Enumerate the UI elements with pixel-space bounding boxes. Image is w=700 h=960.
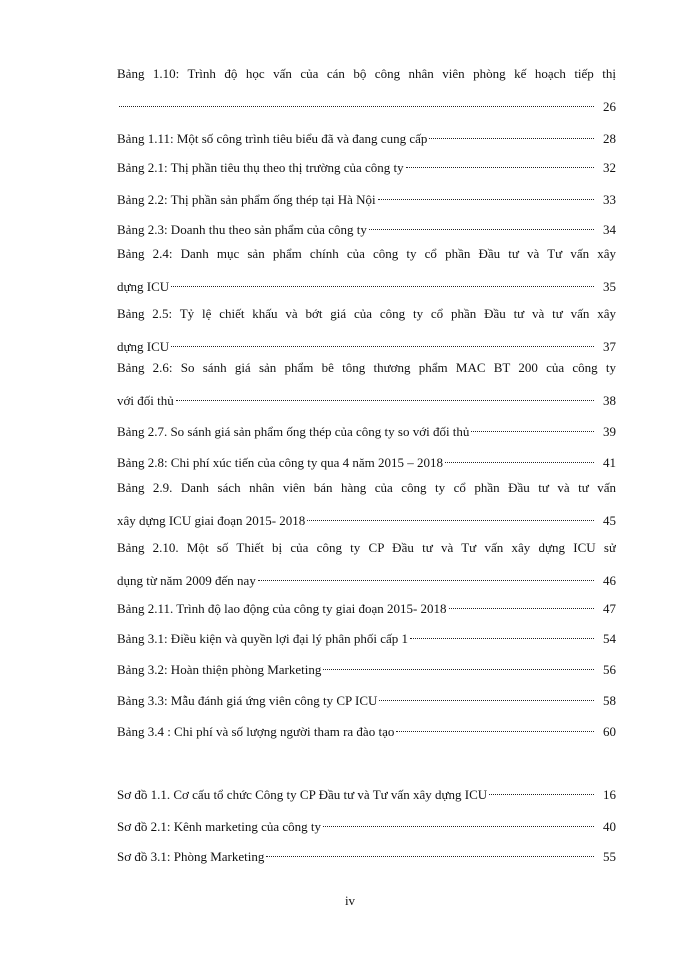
dot-leader	[307, 507, 594, 525]
dot-leader	[449, 595, 594, 613]
dot-leader	[429, 125, 594, 143]
entry-page-number: 58	[603, 693, 616, 708]
dot-leader	[471, 418, 594, 436]
entry-page-number: 39	[603, 424, 616, 439]
entry-page-number: 45	[603, 513, 616, 528]
entry-title: Bảng 1.11: Một số công trình tiêu biểu đã và đang cung cấp	[117, 131, 428, 146]
dot-leader	[445, 449, 594, 467]
entry-title-line: Bảng 1.10: Trình độ học vấn của cán bộ công nhân viên phòng kế hoạch tiếp thị	[117, 66, 616, 81]
table-of-contents-entry[interactable]	[117, 539, 616, 588]
entry-title: Sơ đồ 1.1. Cơ cấu tổ chức Công ty CP Đầu tư và Tư vấn xây dựng ICU	[117, 787, 488, 802]
dot-leader	[323, 656, 594, 674]
entry-title: Bảng 3.2: Hoàn thiện phòng Marketing	[117, 662, 322, 677]
entry-title: Bảng 2.3: Doanh thu theo sản phẩm của công ty	[117, 222, 367, 237]
table-of-contents-entry[interactable]	[117, 65, 616, 114]
entry-title-continuation: với đối thủ	[117, 393, 174, 408]
entry-title: Bảng 2.1: Thị phần tiêu thụ theo thị trường của công ty	[117, 160, 404, 175]
entry-title-continuation: dựng ICU	[117, 339, 170, 354]
table-of-contents-entry[interactable]	[117, 449, 616, 470]
dot-leader	[323, 813, 594, 831]
table-of-contents-entry[interactable]	[117, 216, 616, 237]
entry-title: Bảng 3.1: Điều kiện và quyền lợi đại lý phân phối cấp 1	[117, 631, 409, 646]
entry-page-number: 38	[603, 393, 616, 408]
entry-page-number: 16	[603, 787, 616, 802]
table-of-contents-entry[interactable]	[117, 186, 616, 207]
dot-leader	[406, 154, 594, 172]
entry-page-number: 32	[603, 160, 616, 175]
dot-leader	[258, 567, 594, 585]
table-of-contents-entry[interactable]	[117, 718, 616, 739]
entry-title: Bảng 3.4 : Chi phí và số lượng người tham ra đào tạo	[117, 724, 395, 739]
entry-page-number: 46	[603, 573, 616, 588]
entry-title-line: Bảng 2.10. Một số Thiết bị của công ty CP Đầu tư và Tư vấn xây dựng ICU sử	[117, 540, 616, 555]
dot-leader	[119, 93, 594, 111]
diagram-of-contents-entry[interactable]	[117, 843, 616, 864]
entry-page-number: 37	[603, 339, 616, 354]
dot-leader	[378, 186, 594, 204]
entry-title-continuation: dụng từ năm 2009 đến nay	[117, 573, 256, 588]
entry-page-number: 41	[603, 455, 616, 470]
table-of-contents-entry[interactable]	[117, 595, 616, 616]
entry-title: Bảng 2.8: Chi phí xúc tiến của công ty qua 4 năm 2015 – 2018	[117, 455, 444, 470]
entry-page-number: 47	[603, 601, 616, 616]
entry-page-number: 60	[603, 724, 616, 739]
table-of-contents-entry[interactable]	[117, 245, 616, 294]
entry-page-number: 33	[603, 192, 616, 207]
page-number-footer: iv	[344, 893, 356, 908]
entry-title: Bảng 3.3: Mẫu đánh giá ứng viên công ty CP ICU	[117, 693, 378, 708]
entry-title-line: Bảng 2.5: Tỷ lệ chiết khấu và bớt giá của công ty cổ phần Đầu tư và tư vấn xây	[117, 306, 616, 321]
dot-leader	[369, 216, 594, 234]
entry-title: Sơ đồ 2.1: Kênh marketing của công ty	[117, 819, 322, 834]
dot-leader	[171, 333, 594, 351]
diagram-of-contents-entry[interactable]	[117, 781, 616, 802]
table-of-contents-entry[interactable]	[117, 687, 616, 708]
dot-leader	[171, 273, 594, 291]
table-of-contents-entry[interactable]	[117, 154, 616, 175]
entry-page-number: 56	[603, 662, 616, 677]
dot-leader	[379, 687, 594, 705]
dot-leader	[410, 625, 594, 643]
entry-page-number: 34	[603, 222, 616, 237]
entry-page-number: 26	[603, 99, 616, 114]
table-of-contents-entry[interactable]	[117, 125, 616, 146]
table-of-contents-entry[interactable]	[117, 359, 616, 408]
entry-title-continuation: dựng ICU	[117, 279, 170, 294]
table-of-contents-entry[interactable]	[117, 305, 616, 354]
entry-title-line: Bảng 2.9. Danh sách nhân viên bán hàng của công ty cổ phần Đầu tư và tư vấn	[117, 480, 616, 495]
entry-title: Bảng 2.7. So sánh giá sản phẩm ống thép của công ty so với đối thủ	[117, 424, 470, 439]
entry-title-line: Bảng 2.4: Danh mục sản phẩm chính của công ty cổ phần Đầu tư và Tư vấn xây	[117, 246, 616, 261]
entry-title-line: Bảng 2.6: So sánh giá sản phẩm bê tông thương phẩm MAC BT 200 của công ty	[117, 360, 616, 375]
dot-leader	[266, 843, 594, 861]
table-of-contents-entry[interactable]	[117, 418, 616, 439]
table-of-contents-entry[interactable]	[117, 656, 616, 677]
entry-page-number: 28	[603, 131, 616, 146]
entry-page-number: 55	[603, 849, 616, 864]
dot-leader	[176, 387, 594, 405]
entry-title-continuation: xây dựng ICU giai đoạn 2015- 2018	[117, 513, 306, 528]
dot-leader	[489, 781, 594, 799]
table-of-contents-entry[interactable]	[117, 625, 616, 646]
table-of-contents-entry[interactable]	[117, 479, 616, 528]
diagram-of-contents-entry[interactable]	[117, 813, 616, 834]
entry-title: Bảng 2.2: Thị phần sản phẩm ống thép tại Hà Nội	[117, 192, 376, 207]
entry-page-number: 54	[603, 631, 616, 646]
entry-title: Bảng 2.11. Trình độ lao động của công ty giai đoạn 2015- 2018	[117, 601, 447, 616]
entry-page-number: 40	[603, 819, 616, 834]
entry-page-number: 35	[603, 279, 616, 294]
entry-title: Sơ đồ 3.1: Phòng Marketing	[117, 849, 265, 864]
dot-leader	[396, 718, 594, 736]
